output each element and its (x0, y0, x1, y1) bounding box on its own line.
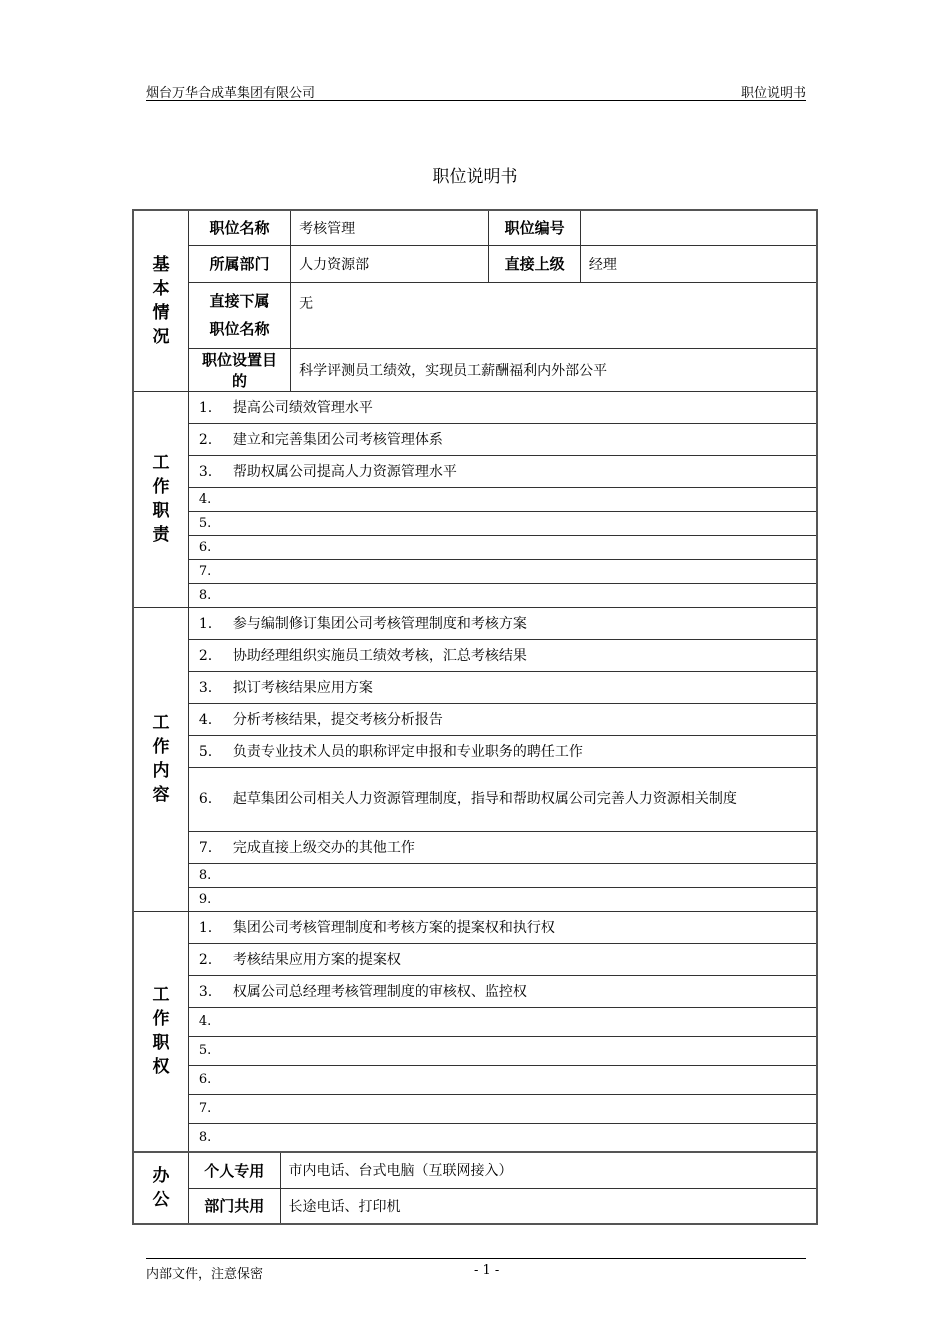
content-item: 7. 完成直接上级交办的其他工作 (188, 831, 817, 863)
confidential-note: 内部文件，注意保密 (146, 1267, 264, 1282)
authority-item: 4. (188, 1007, 817, 1036)
subordinate-label-line1: 直接下属 (209, 292, 270, 310)
duty-item: 4. (188, 487, 817, 511)
position-name-label: 职位名称 (188, 210, 290, 245)
section-basic-info: 基 本 情 况 (133, 210, 188, 391)
duty-item: 7. (188, 559, 817, 583)
doc-type: 职位说明书 (740, 86, 806, 101)
position-name-value: 考核管理 (291, 210, 489, 245)
content-item: 1. 参与编制修订集团公司考核管理制度和考核方案 (188, 607, 817, 639)
purpose-label: 职位设置目的 (188, 348, 290, 391)
content-item: 8. (188, 863, 817, 887)
duty-item: 1. 提高公司绩效管理水平 (188, 391, 817, 423)
duty-item: 3. 帮助权属公司提高人力资源管理水平 (188, 455, 817, 487)
purpose-value: 科学评测员工绩效，实现员工薪酬福利内外部公平 (291, 348, 817, 391)
superior-value: 经理 (580, 245, 817, 282)
section-duties: 工 作 职 责 (133, 391, 188, 607)
department-value: 人力资源部 (291, 245, 489, 282)
authority-item: 3. 权属公司总经理考核管理制度的审核权、监控权 (188, 975, 817, 1007)
authority-item: 2. 考核结果应用方案的提案权 (188, 943, 817, 975)
authority-item: 7. (188, 1094, 817, 1123)
content-item: 9. (188, 887, 817, 911)
duty-item: 8. (188, 583, 817, 607)
page-number: - 1 - (474, 1263, 500, 1278)
duty-item: 5. (188, 511, 817, 535)
section-office: 办 公 (133, 1152, 188, 1224)
authority-item: 6. (188, 1065, 817, 1094)
department-label: 所属部门 (188, 245, 290, 282)
page-header (146, 80, 806, 101)
content-item: 5. 负责专业技术人员的职称评定申报和专业职务的聘任工作 (188, 735, 817, 767)
section-work-content: 工 作 内 容 (133, 607, 188, 911)
superior-label: 直接上级 (489, 245, 581, 282)
personal-use-label: 个人专用 (188, 1152, 280, 1188)
personal-use-value: 市内电话、台式电脑（互联网接入） (280, 1152, 817, 1188)
shared-use-label: 部门共用 (188, 1188, 280, 1224)
page-footer (146, 1258, 806, 1282)
section-authority: 工 作 职 权 (133, 911, 188, 1152)
authority-item: 5. (188, 1036, 817, 1065)
position-code-label: 职位编号 (489, 210, 581, 245)
position-code-value (580, 210, 817, 245)
duty-item: 6. (188, 535, 817, 559)
company-name: 烟台万华合成革集团有限公司 (146, 86, 316, 101)
authority-item: 1. 集团公司考核管理制度和考核方案的提案权和执行权 (188, 911, 817, 943)
document-title: 职位说明书 (432, 167, 518, 187)
duty-item: 2. 建立和完善集团公司考核管理体系 (188, 423, 817, 455)
shared-use-value: 长途电话、打印机 (280, 1188, 817, 1224)
content-item: 3. 拟订考核结果应用方案 (188, 671, 817, 703)
subordinate-value: 无 (291, 282, 817, 348)
content-item: 2. 协助经理组织实施员工绩效考核，汇总考核结果 (188, 639, 817, 671)
content-item: 4. 分析考核结果，提交考核分析报告 (188, 703, 817, 735)
authority-item: 8. (188, 1123, 817, 1152)
content-item: 6. 起草集团公司相关人力资源管理制度，指导和帮助权属公司完善人力资源相关制度 (188, 767, 817, 831)
subordinate-label-line2: 职位名称 (209, 320, 270, 338)
subordinate-label (188, 282, 290, 348)
job-description-table (132, 209, 818, 1225)
